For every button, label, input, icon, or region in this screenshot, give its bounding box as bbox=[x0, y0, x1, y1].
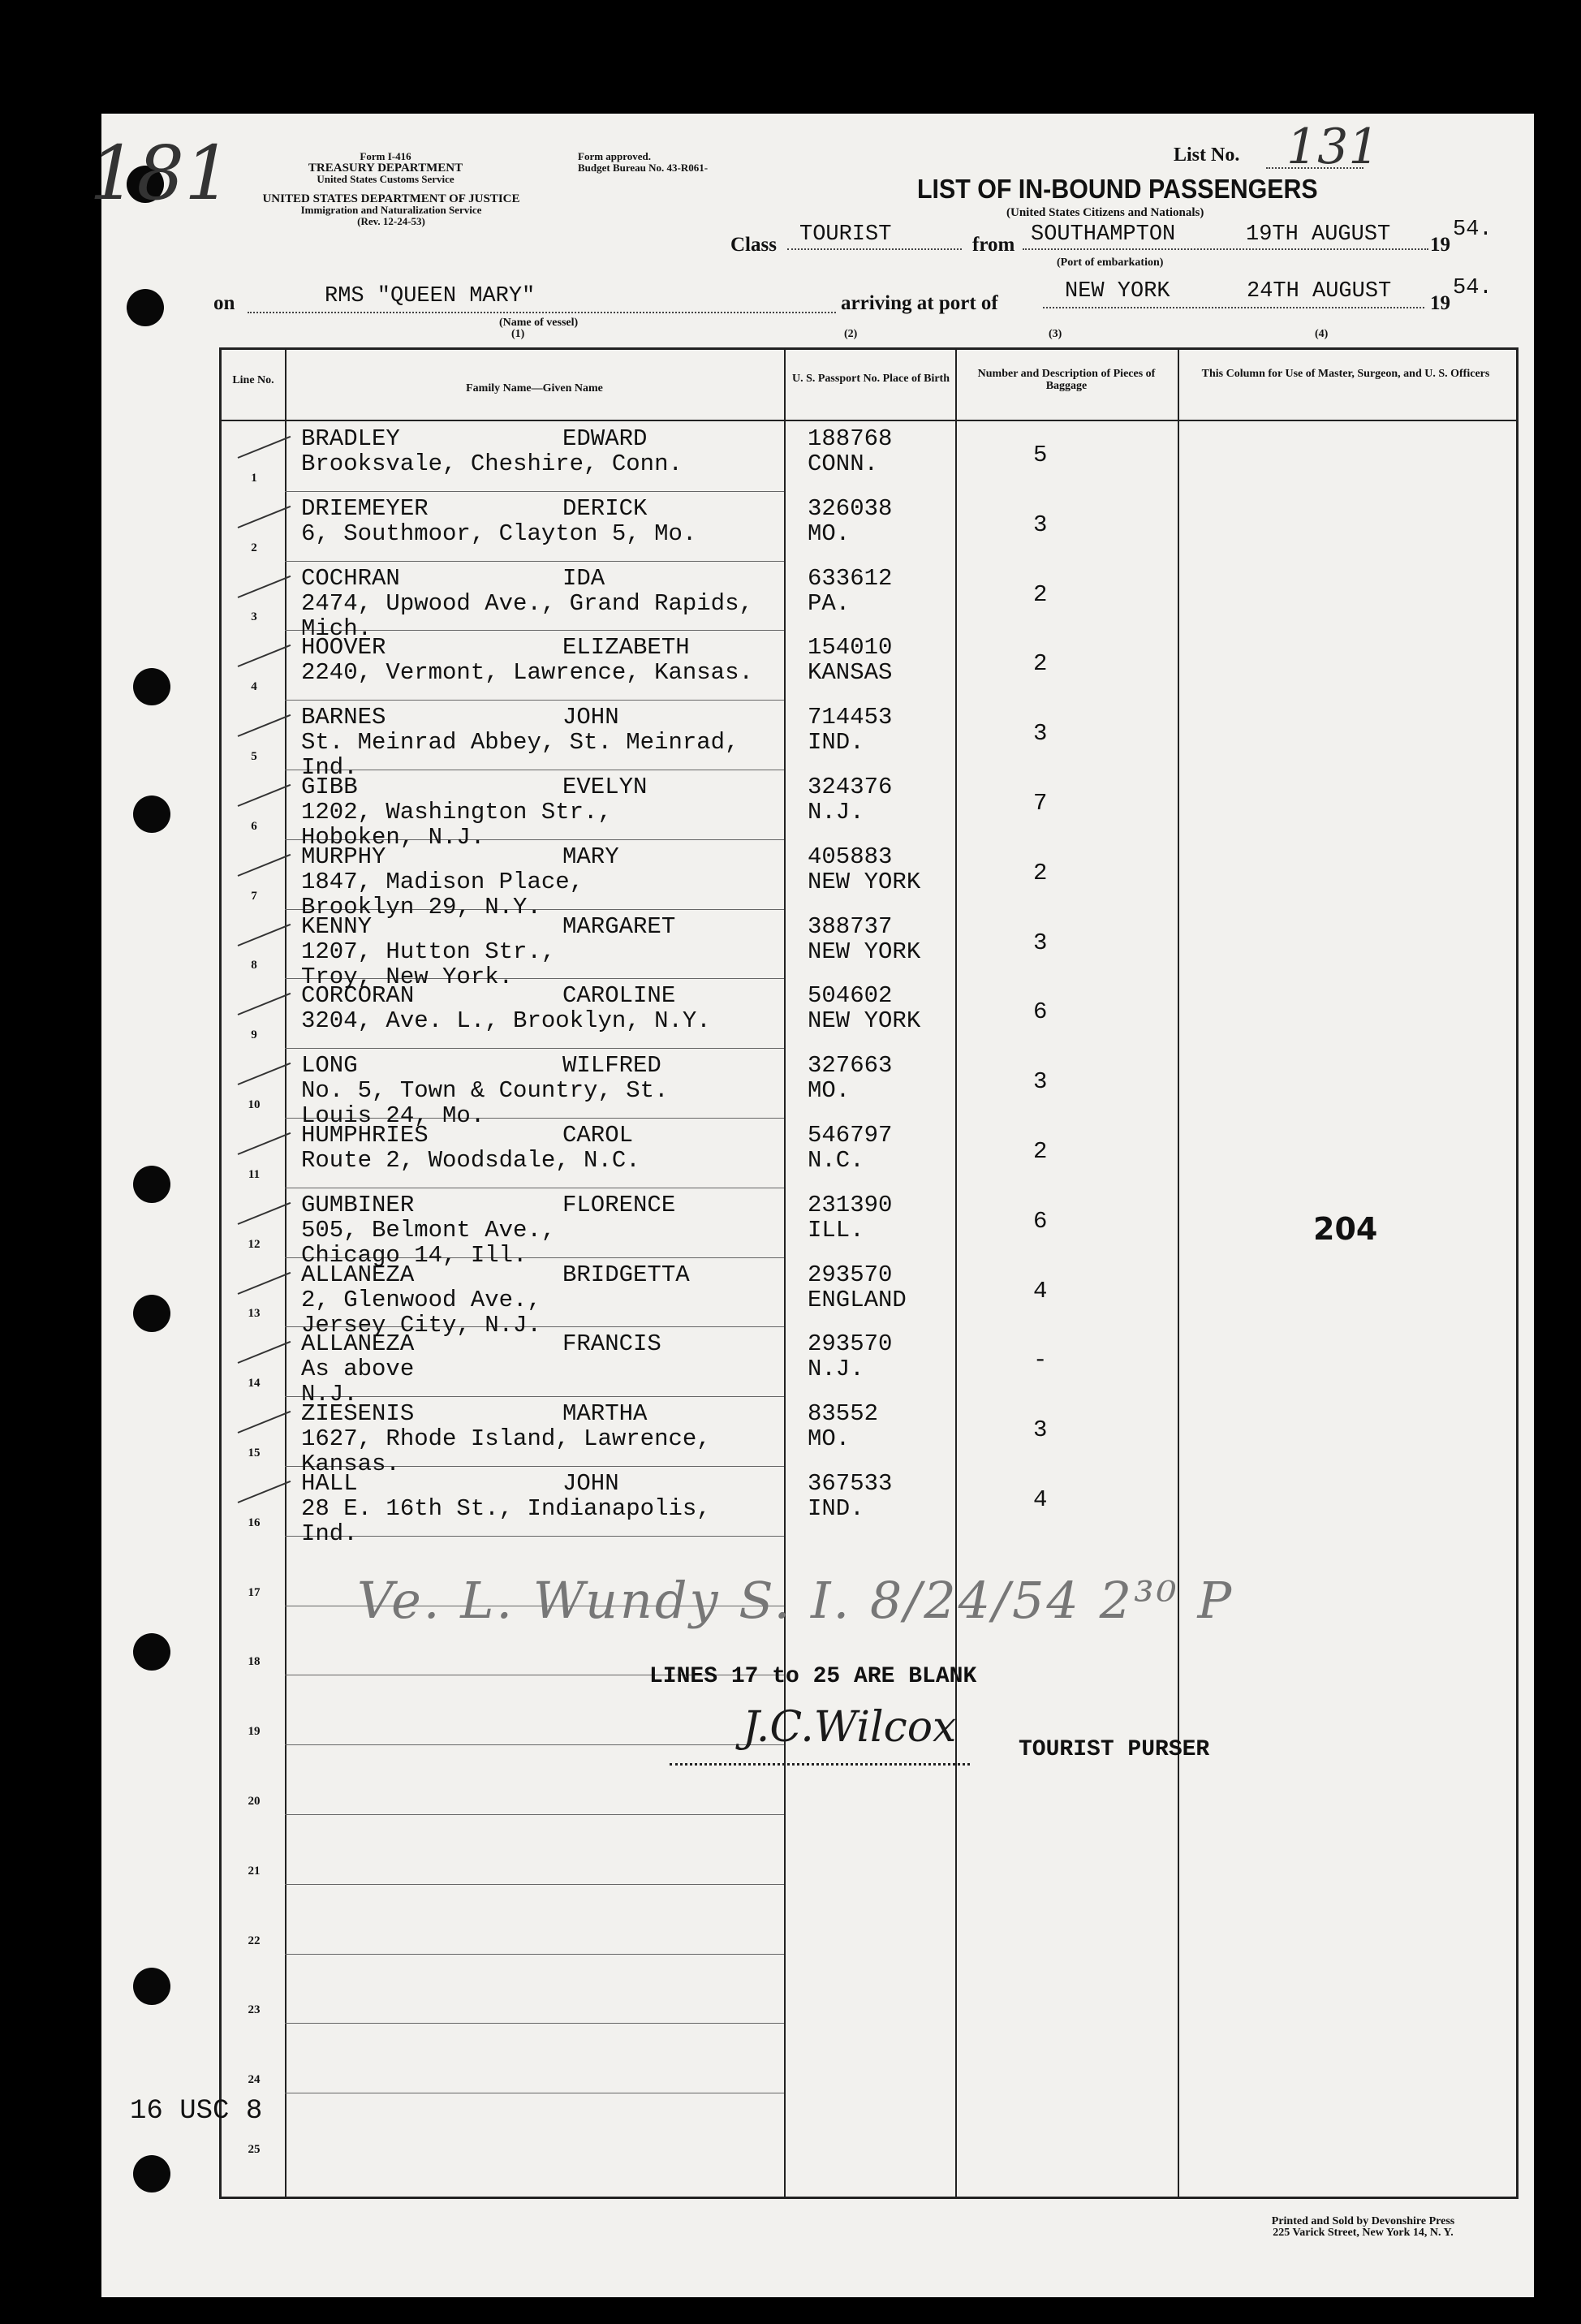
check-mark bbox=[238, 575, 291, 597]
passenger-row bbox=[222, 774, 1512, 851]
line-number: 1 bbox=[251, 471, 257, 485]
passenger-row bbox=[222, 983, 1512, 1053]
family-name: GIBB bbox=[301, 774, 358, 800]
year-prefix-2: 19 bbox=[1430, 292, 1450, 314]
passenger-row bbox=[222, 1400, 1512, 1478]
baggage-count: 2 bbox=[1033, 859, 1048, 886]
printer-imprint bbox=[1219, 2216, 1507, 2239]
col-num-4: (4) bbox=[1315, 328, 1329, 340]
page-title: LIST OF IN-BOUND PASSENGERS bbox=[917, 174, 1318, 204]
address-line: Brooksvale, Cheshire, Conn. bbox=[301, 451, 683, 477]
baggage-count: 3 bbox=[1033, 720, 1048, 748]
place-of-birth: N.J. bbox=[808, 1356, 864, 1383]
place-of-birth: NEW YORK bbox=[808, 868, 921, 895]
address-line: 6, Southmoor, Clayton 5, Mo. bbox=[301, 520, 697, 547]
passenger-row bbox=[222, 1052, 1512, 1130]
from-label: from bbox=[972, 234, 1015, 256]
address-line: 1847, Madison Place, bbox=[301, 868, 584, 895]
address-line: 1207, Hutton Str., bbox=[301, 938, 556, 965]
passport-number: 293570 bbox=[808, 1330, 893, 1358]
class-line bbox=[787, 248, 962, 250]
family-name: LONG bbox=[301, 1052, 358, 1080]
passport-number: 231390 bbox=[808, 1191, 893, 1218]
address-line: 2474, Upwood Ave., Grand Rapids, bbox=[301, 589, 753, 617]
budget-bureau: Budget Bureau No. 43-R061- bbox=[578, 162, 709, 174]
line-number: 18 bbox=[248, 1655, 261, 1669]
punch-hole bbox=[133, 1295, 170, 1332]
arrival-port: NEW YORK bbox=[1065, 279, 1170, 304]
family-name: COCHRAN bbox=[301, 564, 400, 592]
col-num-2: (2) bbox=[844, 328, 858, 340]
address-line: Route 2, Woodsdale, N.C. bbox=[301, 1147, 640, 1174]
passenger-row bbox=[222, 496, 1512, 566]
punch-hole bbox=[133, 796, 170, 833]
line-number: 12 bbox=[248, 1237, 261, 1251]
approval-block bbox=[578, 151, 708, 174]
family-name: ALLANEZA bbox=[301, 1330, 415, 1358]
given-name: IDA bbox=[562, 564, 605, 592]
baggage-count: 7 bbox=[1033, 790, 1048, 817]
line-number: 17 bbox=[248, 1585, 261, 1599]
arrival-date: 24TH AUGUST bbox=[1247, 279, 1392, 304]
line-number: 4 bbox=[251, 680, 257, 694]
list-no-value: 131 bbox=[1286, 119, 1380, 175]
check-mark bbox=[238, 1481, 291, 1503]
check-mark bbox=[238, 1132, 291, 1155]
punch-hole bbox=[133, 1968, 170, 2005]
baggage-count: 5 bbox=[1033, 442, 1048, 468]
line-number: 21 bbox=[248, 1864, 261, 1878]
row-separator bbox=[285, 1814, 784, 1815]
check-mark bbox=[238, 923, 291, 946]
given-name: MARY bbox=[562, 843, 619, 870]
baggage-count: 2 bbox=[1033, 580, 1048, 608]
place-of-birth: NEW YORK bbox=[808, 1007, 921, 1035]
given-name: DERICK bbox=[562, 494, 648, 522]
line-number: 6 bbox=[251, 819, 257, 833]
baggage-count: 3 bbox=[1033, 929, 1048, 956]
check-mark bbox=[238, 645, 291, 667]
passport-number: 405883 bbox=[808, 843, 893, 870]
revision: (Rev. 12-24-53) bbox=[357, 215, 425, 227]
given-name: JOHN bbox=[562, 704, 619, 731]
passenger-row bbox=[222, 912, 1512, 990]
check-mark bbox=[238, 714, 291, 737]
given-name: JOHN bbox=[562, 1470, 619, 1497]
customs-service: United States Customs Service bbox=[317, 173, 454, 185]
punch-hole bbox=[127, 289, 164, 326]
check-mark bbox=[238, 1341, 291, 1364]
baggage-count: 6 bbox=[1033, 998, 1048, 1026]
family-name: ZIESENIS bbox=[301, 1400, 415, 1428]
place-of-birth: IND. bbox=[808, 729, 864, 757]
header-line-no: Line No. bbox=[232, 374, 274, 386]
address-line: Troy, New York. bbox=[301, 963, 514, 990]
passport-number: 154010 bbox=[808, 634, 893, 662]
form-number: Form I-416 bbox=[360, 150, 411, 162]
family-name: BARNES bbox=[301, 704, 386, 731]
line-number: 24 bbox=[248, 2073, 261, 2087]
address-line: 1627, Rhode Island, Lawrence, bbox=[301, 1425, 711, 1453]
from-line bbox=[1023, 248, 1428, 250]
check-mark bbox=[238, 784, 291, 807]
address-line: Brooklyn 29, N.Y. bbox=[301, 893, 541, 921]
baggage-count: 4 bbox=[1033, 1486, 1048, 1513]
passenger-row bbox=[222, 426, 1512, 496]
address-line: As above bbox=[301, 1356, 415, 1383]
margin-stamp: 16 USC 8 bbox=[130, 2096, 263, 2127]
line-number: 7 bbox=[251, 889, 257, 903]
given-name: WILFRED bbox=[562, 1052, 661, 1080]
passenger-table bbox=[219, 347, 1519, 2199]
family-name: HUMPHRIES bbox=[301, 1122, 429, 1149]
passenger-row bbox=[222, 635, 1512, 705]
printer-line-1: Printed and Sold by Devonshire Press bbox=[1271, 2215, 1455, 2227]
given-name: FRANCIS bbox=[562, 1330, 661, 1358]
passenger-row bbox=[222, 1470, 1512, 1547]
address-line: No. 5, Town & Country, St. bbox=[301, 1077, 669, 1105]
address-line: 3204, Ave. L., Brooklyn, N.Y. bbox=[301, 1007, 711, 1035]
line-number: 8 bbox=[251, 959, 257, 972]
passport-number: 327663 bbox=[808, 1052, 893, 1080]
address-line: 2240, Vermont, Lawrence, Kansas. bbox=[301, 659, 753, 687]
class-label: Class bbox=[730, 234, 777, 256]
baggage-count: 3 bbox=[1033, 511, 1048, 538]
line-number: 19 bbox=[248, 1725, 261, 1739]
given-name: MARGARET bbox=[562, 912, 676, 940]
vessel-name: RMS "QUEEN MARY" bbox=[325, 284, 536, 308]
address-line: Mich. bbox=[301, 614, 373, 642]
passenger-row bbox=[222, 1261, 1512, 1339]
from-date: 19TH AUGUST bbox=[1246, 222, 1391, 247]
passenger-row bbox=[222, 564, 1512, 642]
family-name: KENNY bbox=[301, 912, 373, 940]
address-line: 505, Belmont Ave., bbox=[301, 1216, 556, 1244]
given-name: CAROL bbox=[562, 1122, 634, 1149]
baggage-count: 4 bbox=[1033, 1277, 1048, 1304]
passenger-row bbox=[222, 843, 1512, 921]
line-number: 5 bbox=[251, 750, 257, 763]
line-number: 22 bbox=[248, 1934, 261, 1947]
passport-number: 546797 bbox=[808, 1122, 893, 1149]
header-baggage: Number and Description of Pieces of Baggage bbox=[977, 368, 1156, 392]
given-name: EDWARD bbox=[562, 425, 648, 452]
passport-number: 324376 bbox=[808, 774, 893, 800]
address-line: Kansas. bbox=[301, 1451, 400, 1478]
given-name: MARTHA bbox=[562, 1400, 648, 1428]
form-approved: Form approved. bbox=[578, 150, 652, 162]
family-name: HOOVER bbox=[301, 634, 386, 662]
list-no-label: List No. bbox=[1174, 144, 1240, 166]
page-subtitle: (United States Citizens and Nationals) bbox=[1006, 206, 1204, 219]
passenger-row bbox=[222, 1123, 1512, 1192]
address-line: St. Meinrad Abbey, St. Meinrad, bbox=[301, 729, 739, 757]
place-of-birth: MO. bbox=[808, 1077, 851, 1105]
officer-note: 204 bbox=[1313, 1211, 1378, 1247]
given-name: ELIZABETH bbox=[562, 634, 690, 662]
justice-dept: UNITED STATES DEPARTMENT OF JUSTICE bbox=[262, 192, 520, 205]
address-line: 28 E. 16th St., Indianapolis, bbox=[301, 1495, 711, 1522]
year-value-2: 54. bbox=[1453, 276, 1493, 300]
punch-hole bbox=[133, 1633, 170, 1671]
form-info-block bbox=[215, 151, 556, 185]
place-of-birth: PA. bbox=[808, 589, 851, 617]
place-of-birth: N.C. bbox=[808, 1147, 864, 1174]
passport-number: 388737 bbox=[808, 912, 893, 940]
line-number: 25 bbox=[248, 2143, 261, 2156]
passport-number: 188768 bbox=[808, 425, 893, 452]
check-mark bbox=[238, 1411, 291, 1434]
check-mark bbox=[238, 854, 291, 877]
arriving-label: arriving at port of bbox=[841, 292, 998, 314]
justice-block bbox=[213, 193, 570, 227]
place-of-birth: N.J. bbox=[808, 799, 864, 826]
passport-number: 326038 bbox=[808, 494, 893, 522]
baggage-count: - bbox=[1033, 1347, 1048, 1374]
header-officers: This Column for Use of Master, Surgeon, and U. S. Officers bbox=[1201, 368, 1490, 380]
passenger-row bbox=[222, 704, 1512, 782]
col-num-3: (3) bbox=[1049, 328, 1062, 340]
row-separator bbox=[285, 1744, 784, 1745]
row-separator bbox=[285, 1884, 784, 1885]
header-divider bbox=[222, 420, 1516, 421]
arrival-line bbox=[1043, 307, 1424, 308]
row-separator bbox=[285, 2023, 784, 2024]
place-of-birth: MO. bbox=[808, 1425, 851, 1453]
on-label: on bbox=[213, 292, 235, 314]
address-line: Hoboken, N.J. bbox=[301, 824, 485, 851]
line-number: 16 bbox=[248, 1516, 261, 1529]
punch-hole bbox=[133, 2155, 170, 2192]
check-mark bbox=[238, 1271, 291, 1294]
purser-signature: J.C.Wilcox bbox=[743, 1703, 957, 1752]
place-of-birth: ENGLAND bbox=[808, 1286, 907, 1313]
family-name: CORCORAN bbox=[301, 982, 415, 1010]
line-number: 13 bbox=[248, 1307, 261, 1321]
line-number: 2 bbox=[251, 541, 257, 554]
treasury-dept: TREASURY DEPARTMENT bbox=[308, 162, 463, 175]
from-port: SOUTHAMPTON bbox=[1031, 222, 1176, 247]
place-of-birth: IND. bbox=[808, 1495, 864, 1522]
year-prefix: 19 bbox=[1430, 234, 1450, 256]
list-no-line bbox=[1266, 167, 1363, 169]
address-line: 1202, Washington Str., bbox=[301, 799, 612, 826]
place-of-birth: CONN. bbox=[808, 451, 879, 477]
family-name: HALL bbox=[301, 1470, 358, 1497]
check-mark bbox=[238, 506, 291, 528]
class-value: TOURIST bbox=[799, 222, 892, 247]
family-name: MURPHY bbox=[301, 843, 386, 870]
given-name: BRIDGETTA bbox=[562, 1261, 690, 1288]
address-line: Jersey City, N.J. bbox=[301, 1311, 541, 1339]
passport-number: 714453 bbox=[808, 704, 893, 731]
port-embark-note: (Port of embarkation) bbox=[1057, 257, 1164, 269]
header-name: Family Name—Given Name bbox=[466, 382, 603, 395]
baggage-count: 3 bbox=[1033, 1416, 1048, 1444]
punch-hole bbox=[133, 1166, 170, 1203]
address-line: Louis 24, Mo. bbox=[301, 1102, 485, 1130]
place-of-birth: NEW YORK bbox=[808, 938, 921, 965]
passenger-row bbox=[222, 1330, 1512, 1408]
handwritten-admission-note: Ve. L. Wundy S. I. 8/24/54 2³⁰ P bbox=[357, 1571, 1234, 1630]
line-number: 10 bbox=[248, 1098, 261, 1111]
header-passport: U. S. Passport No. Place of Birth bbox=[791, 373, 950, 385]
passport-number: 367533 bbox=[808, 1470, 893, 1497]
baggage-count: 2 bbox=[1033, 1138, 1048, 1165]
line-number: 11 bbox=[248, 1167, 261, 1181]
given-name: FLORENCE bbox=[562, 1191, 676, 1218]
line-number: 3 bbox=[251, 610, 257, 624]
col-num-1: (1) bbox=[511, 328, 525, 340]
passport-number: 293570 bbox=[808, 1261, 893, 1288]
signature-line bbox=[670, 1763, 970, 1766]
punch-hole bbox=[133, 668, 170, 705]
address-line: Chicago 14, Ill. bbox=[301, 1241, 528, 1269]
passport-number: 504602 bbox=[808, 982, 893, 1010]
baggage-count: 2 bbox=[1033, 650, 1048, 678]
ins-service: Immigration and Naturalization Service bbox=[300, 204, 482, 216]
purser-title: TOURIST PURSER bbox=[1019, 1737, 1210, 1762]
line-number: 20 bbox=[248, 1795, 261, 1808]
passport-number: 633612 bbox=[808, 564, 893, 592]
blank-lines-notice: LINES 17 to 25 ARE BLANK bbox=[649, 1664, 977, 1689]
line-number: 14 bbox=[248, 1377, 261, 1391]
place-of-birth: KANSAS bbox=[808, 659, 893, 687]
passport-number: 83552 bbox=[808, 1400, 879, 1428]
family-name: GUMBINER bbox=[301, 1191, 415, 1218]
address-line: N.J. bbox=[301, 1381, 358, 1408]
place-of-birth: MO. bbox=[808, 520, 851, 547]
address-line: 2, Glenwood Ave., bbox=[301, 1286, 541, 1313]
family-name: BRADLEY bbox=[301, 425, 400, 452]
place-of-birth: ILL. bbox=[808, 1216, 864, 1244]
line-number: 9 bbox=[251, 1028, 257, 1042]
printer-line-2: 225 Varick Street, New York 14, N. Y. bbox=[1273, 2227, 1454, 2239]
check-mark bbox=[238, 1063, 291, 1085]
handwritten-reference: 181 bbox=[89, 130, 232, 217]
given-name: CAROLINE bbox=[562, 982, 676, 1010]
address-line: Ind. bbox=[301, 754, 358, 782]
family-name: ALLANEZA bbox=[301, 1261, 415, 1288]
address-line: Ind. bbox=[301, 1520, 358, 1547]
line-number: 23 bbox=[248, 2003, 261, 2017]
baggage-count: 6 bbox=[1033, 1207, 1048, 1235]
check-mark bbox=[238, 436, 291, 459]
given-name: EVELYN bbox=[562, 774, 648, 800]
baggage-count: 3 bbox=[1033, 1068, 1048, 1096]
vessel-line bbox=[248, 312, 836, 313]
line-number: 15 bbox=[248, 1447, 261, 1460]
family-name: DRIEMEYER bbox=[301, 494, 429, 522]
check-mark bbox=[238, 993, 291, 1015]
row-separator bbox=[285, 1954, 784, 1955]
vessel-note: (Name of vessel) bbox=[499, 317, 579, 329]
year-value: 54. bbox=[1453, 218, 1493, 242]
check-mark bbox=[238, 1202, 291, 1225]
